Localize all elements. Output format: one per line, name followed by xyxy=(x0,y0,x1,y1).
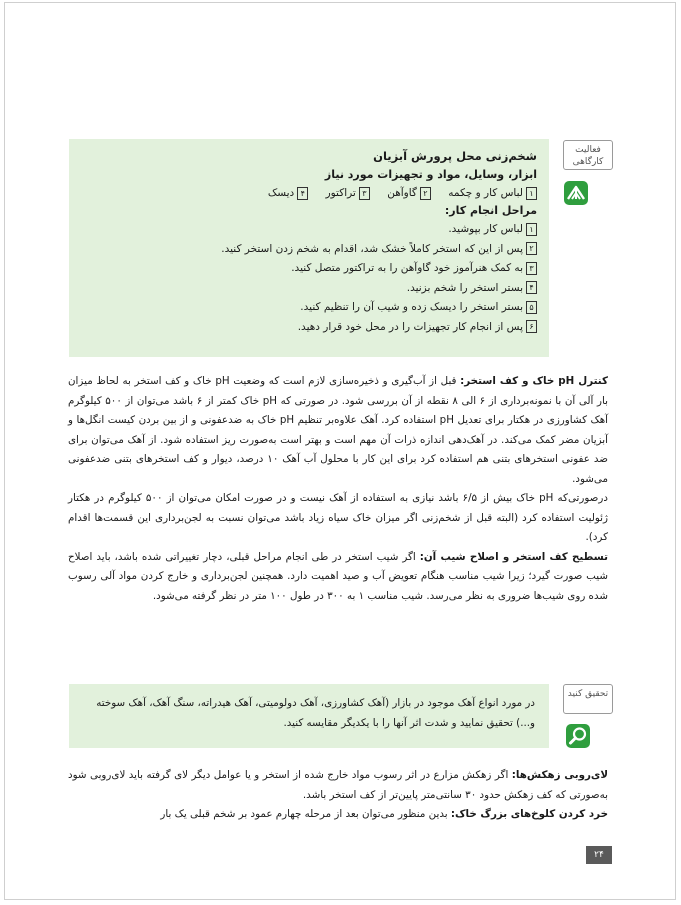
slope-paragraph: تسطیح کف استخر و اصلاح شیب آن: اگر شیب استخر در طی انجام مراحل قبلی، دچار تغییراتی شده باشد، باید اصلاح شیب صورت گیرد؛ زیرا شیب مناسب هنگام تعویض آب و صید اهمیت دارد. همچنین لجن‌برداری و خارج کردن مواد آلی رسوب شده روی شیب‌ها ضروری به نظر می‌رسد. شیب مناسب ۱ به ۳۰۰ در طول ۱۰۰ متر در نظر گرفته می‌شود. xyxy=(68,550,608,602)
step-item: ۵بستر استخر را دیسک زده و شیب آن را تنظیم کنید. xyxy=(81,298,537,318)
tools-heading: ابزار، وسایل، مواد و تجهیزات مورد نیاز xyxy=(324,168,537,181)
activity-title: شخم‌زنی محل پرورش آبزیان xyxy=(373,149,537,163)
magnifier-icon xyxy=(566,724,590,748)
clods-heading: خرد کردن کلوخ‌های بزرگ خاک: xyxy=(450,808,608,820)
clods-paragraph: خرد کردن کلوخ‌های بزرگ خاک: بدین منظور می‌توان بعد از مرحله چهارم عمود بر شخم قبلی یک بار xyxy=(160,808,608,820)
research-text: در مورد انواع آهک موجود در بازار (آهک کشاورزی، آهک دولومیتی، آهک هیدراته، سنگ آهک، آهک سوخته و...) تحقیق نمایید و شدت اثر آنها را با یکدیگر مقایسه کنید. xyxy=(96,697,535,729)
step-item: ۳به کمک هنرآموز خود گاوآهن را به تراکتور متصل کنید. xyxy=(81,259,537,279)
activity-tag: فعالیت کارگاهی xyxy=(563,140,613,170)
tool-item: ۴دیسک xyxy=(268,187,308,199)
ph-paragraph: کنترل pH خاک و کف استخر: قبل از آب‌گیری و ذخیره‌سازی لازم است که وضعیت pH خاک و کف استخر به لحاظ میزان بار آلی آن با نمونه‌برداری از ۶ الی ۸ نقطه از آن بررسی شود. در صورتی که pH خاک کمتر از ۶ باشد می‌توان از ۵۰۰ کیلوگرم آهک کشاورزی در هکتار برای تعدیل pH استفاده کرد. آهک علاوه‌بر تنظیم pH خاک به ضدعفونی و از بین بردن کیست انگل‌ها و آبزیان مضر کمک می‌کند. در آهک‌دهی اندازه ذرات آن مهم است و بهتر است به‌صورت ریز استفاده شود. از آهک می‌توان برای ضد عفونی استخرهای بتنی هم استفاده کرد برای این کار با محلول آب آهک ۱۰ درصد، دیوار و کف استخرهای بتنی ضدعفونی می‌شود. xyxy=(68,375,608,485)
tool-item: ۱لباس کار و چکمه xyxy=(448,187,537,199)
sludge-paragraph: لای‌روبی زهکش‌ها: اگر زهکش مزارع در اثر رسوب مواد خارج شده از استخر و یا عوامل دیگر لای گرفته باید لای‌روبی شود به‌صورتی که کف زهکش حدود ۳۰ سانتی‌متر پایین‌تر از کف استخر باشد. xyxy=(68,769,609,801)
steps-heading: مراحل انجام کار: xyxy=(444,204,537,217)
activity-box xyxy=(69,139,549,357)
research-tag: تحقیق کنید xyxy=(563,684,613,714)
tools-list xyxy=(81,184,537,202)
body-section-1 xyxy=(68,372,608,606)
ph-heading: کنترل pH خاک و کف استخر: xyxy=(460,375,608,387)
workshop-icon xyxy=(564,181,588,205)
tool-item: ۲گاوآهن xyxy=(387,187,431,199)
page-number: ۲۴ xyxy=(586,846,612,864)
step-item: ۲پس از این که استخر کاملاً خشک شد، اقدام به شخم زدن استخر کنید. xyxy=(81,240,537,260)
body-section-2 xyxy=(68,766,608,825)
step-item: ۶پس از انجام کار تجهیزات را در محل خود قرار دهید. xyxy=(81,318,537,338)
step-item: ۱لباس کار بپوشید. xyxy=(81,220,537,240)
research-box xyxy=(69,684,549,748)
sludge-heading: لای‌روبی زهکش‌ها: xyxy=(511,769,609,781)
ph-paragraph-2: درصورتی‌که pH خاک بیش از ۶/۵ باشد نیازی به استفاده از آهک نیست و در صورت امکان می‌توان از ۵۰۰ کیلوگرم در هکتار ژئولیت استفاده کرد (البته قبل از شخم‌زنی اگر میزان خاک سیاه زیاد باشد می‌توان نسبت به لجن‌برداری این قسمت‌ها اقدام کرد). xyxy=(68,492,608,543)
tool-item: ۳تراکتور xyxy=(326,187,370,199)
slope-heading: تسطیح کف استخر و اصلاح شیب آن: xyxy=(419,550,608,563)
step-item: ۴بستر استخر را شخم بزنید. xyxy=(81,279,537,299)
